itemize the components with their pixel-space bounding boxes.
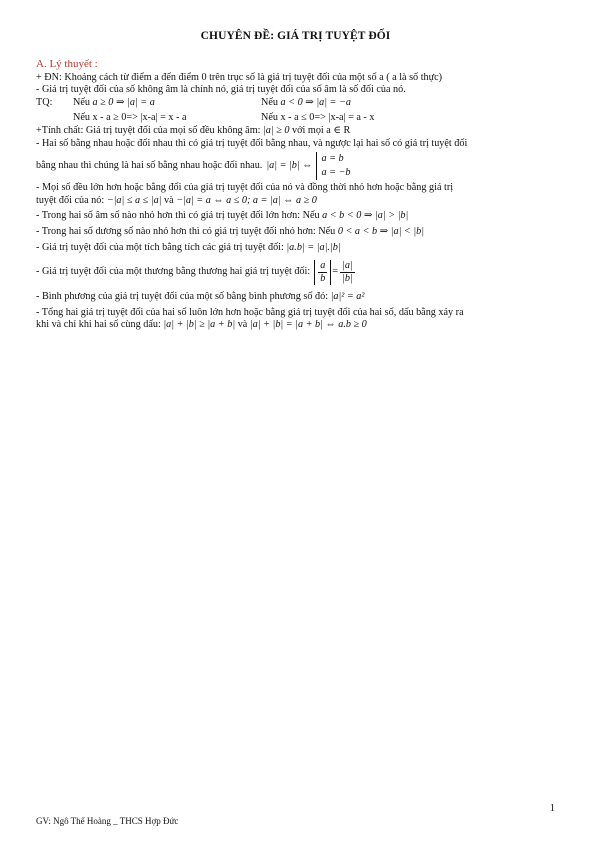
bounds-formula-1: −|a| ≤ a ≤ |a| [106, 194, 162, 206]
page-title: CHUYÊN ĐỀ: GIÁ TRỊ TUYỆT ĐỐI [200, 30, 391, 42]
section-heading-a: A. Lý thuyết : [36, 58, 98, 70]
tq-case-nonneg [36, 97, 261, 110]
tq1-text: Nếu [73, 96, 90, 108]
property-text: +Tính chất: Giá trị tuyệt đối của mọi số đều không âm: [36, 124, 261, 136]
system-case-1: a = b [321, 153, 344, 165]
quotient-line [36, 260, 357, 285]
quotient-text: - Giá trị tuyệt đối của một thương bằng thương hai giá trị tuyệt đối: [36, 266, 311, 278]
tq-row-1 [36, 97, 558, 110]
document-body [36, 58, 558, 332]
definition-rule-line: - Giá trị tuyệt đối của số không âm là chính nó, giá trị tuyệt đối của số âm là số đối của nó. [36, 84, 406, 96]
bounds-line-1: - Mọi số đều lớn hơn hoặc bằng đối của giá trị tuyệt đối của nó và đồng thời nhỏ hơn hoặc bằng giá trị [36, 182, 454, 194]
tq4-text: Nếu x - a ≤ 0=> |x-a| = a - x [261, 112, 375, 124]
sum-line-2 [36, 319, 558, 332]
positive-compare-text: - Trong hai số dương số nào nhỏ hơn thì có giá trị tuyệt đối nhỏ hơn: Nếu [36, 225, 336, 237]
equal-abs-formula: |a| = |b| ⇔ [266, 159, 313, 171]
tq-case-x-neg [261, 112, 374, 125]
positive-compare-line [36, 226, 558, 239]
tq3-text: Nếu x - a ≥ 0=> |x-a| = x - a [73, 112, 187, 124]
quotient-fraction-left [318, 260, 327, 285]
negative-compare-text: - Trong hai số âm số nào nhỏ hơn thì có giá trị tuyệt đối lớn hơn: Nếu [36, 210, 320, 222]
property-domain: với mọi a ∈ R [292, 124, 351, 136]
tq-label: TQ: [36, 96, 53, 108]
fraction-denominator-right: |b| [342, 273, 353, 285]
quotient-left-abs [314, 260, 331, 285]
fraction-numerator-right: |a| [342, 260, 353, 272]
system-case-2: a = −b [321, 167, 351, 179]
quotient-fraction-right [340, 260, 355, 285]
tq2-formula: a < 0 ⇒ |a| = −a [280, 96, 351, 108]
page-number: 1 [549, 803, 555, 814]
equal-abs-line-2 [36, 152, 558, 180]
square-text: - Bình phương của giá trị tuyệt đối của một số bằng bình phương số đó: [36, 291, 329, 303]
tq2-text: Nếu [261, 96, 278, 108]
negative-compare-line [36, 210, 558, 223]
fraction-denominator-left: b [320, 273, 326, 285]
square-line [36, 291, 558, 304]
quotient-equals: = [332, 266, 339, 278]
equal-abs-line-1: - Hai số bằng nhau hoặc đối nhau thì có giá trị tuyệt đối bằng nhau, và ngược lại hai số có giá trị tuyệt đối [36, 137, 468, 149]
product-line [36, 242, 558, 255]
definition-line: + ĐN: Khoảng cách từ điểm a đến điểm 0 trên trục số là giá trị tuyệt đối của một số a ( a là số thực) [36, 71, 443, 83]
sum-and: và [237, 319, 248, 331]
tq1-formula: a ≥ 0 ⇒ |a| = a [92, 96, 155, 108]
product-formula: |a.b| = |a|.|b| [286, 241, 341, 253]
sum-line-1: - Tổng hai giá trị tuyệt đối của hai số luôn lớn hơn hoặc bằng giá trị tuyệt đối của hai số, dấu bằng xảy ra [36, 306, 464, 318]
tq-case-neg [261, 97, 351, 110]
tq-case-x-pos [36, 112, 261, 125]
fraction-numerator-left: a [320, 260, 326, 272]
positive-compare-formula: 0 < a < b ⇒ |a| < |b| [337, 225, 425, 237]
negative-compare-formula: a < b < 0 ⇒ |a| > |b| [322, 210, 409, 222]
square-formula: |a|² = a² [330, 291, 365, 303]
sum-formula-1: |a| + |b| ≥ |a + b| [163, 319, 236, 331]
tq-row-2 [36, 112, 558, 125]
bounds-and: và [164, 194, 174, 206]
bounds-line-2 [36, 195, 558, 208]
sum-formula-2: |a| + |b| = |a + b| ⇔ a.b ≥ 0 [249, 319, 367, 331]
bounds-formula-2: −|a| = a ⇔ a ≤ 0; a = |a| ⇔ a ≥ 0 [176, 194, 317, 206]
product-text: - Giá trị tuyệt đối của một tích bằng tích các giá trị tuyệt đối: [36, 241, 284, 253]
page-footer: GV: Ngô Thế Hoàng _ THCS Hợp Đức [36, 816, 179, 826]
property-line [36, 125, 558, 138]
sum-text: khi và chỉ khi hai số cùng dấu: [36, 319, 161, 331]
bounds-text: tuyệt đối của nó: [36, 194, 105, 206]
equal-abs-system [316, 152, 350, 180]
equal-abs-text: bằng nhau thì chúng là hai số bằng nhau hoặc đối nhau. [36, 159, 263, 171]
property-formula: |a| ≥ 0 [263, 124, 290, 136]
